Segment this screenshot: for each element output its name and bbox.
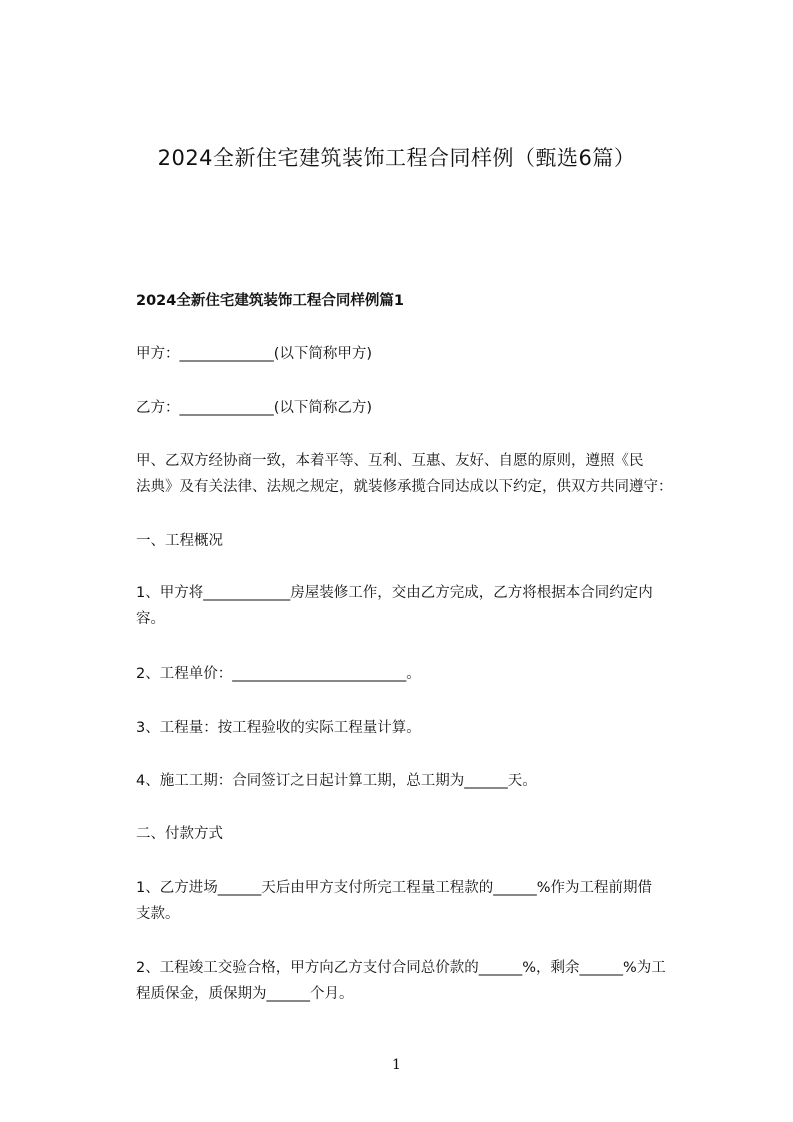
item3-line: 3、工程量：按工程验收的实际工程量计算。 [136,720,421,736]
intro-paragraph [136,448,716,500]
pay1-paragraph [136,875,716,927]
party-a-line: 甲方：_____________(以下简称甲方) [136,346,373,362]
pay2-line-2: 程质保金，质保期为______个月。 [136,986,354,1002]
part2-heading: 二、付款方式 [136,826,223,842]
page-number: 1 [392,1057,401,1073]
part1-heading: 一、工程概况 [136,533,223,549]
party-b-line: 乙方：_____________(以下简称乙方) [136,400,373,416]
item1-paragraph [136,580,716,632]
intro-line-2: 法典》及有关法律、法规之规定，就装修承揽合同达成以下约定，供双方共同遵守： [136,479,673,495]
item4-line: 4、施工工期：合同签订之日起计算工期，总工期为______天。 [136,773,537,789]
section-heading: 2024全新住宅建筑装饰工程合同样例篇1 [136,293,404,309]
item1-line-1: 1、甲方将____________房屋装修工作，交由乙方完成，乙方将根据本合同约定内 [136,585,653,601]
pay2-line-1: 2、工程竣工交验合格，甲方向乙方支付合同总价款的______%，剩余______%为工 [136,960,666,976]
document-title: 2024全新住宅建筑装饰工程合同样例（甄选6篇） [157,146,636,170]
item2-line: 2、工程单价：________________________。 [136,666,421,682]
pay2-paragraph [136,955,716,1007]
item1-line-2: 容。 [136,611,165,627]
pay1-line-2: 支款。 [136,906,180,922]
pay1-line-1: 1、乙方进场______天后由甲方支付所完工程量工程款的______%作为工程前期借 [136,880,653,896]
intro-line-1: 甲、乙双方经协商一致，本着平等、互利、互惠、友好、自愿的原则，遵照《民 [136,453,644,469]
